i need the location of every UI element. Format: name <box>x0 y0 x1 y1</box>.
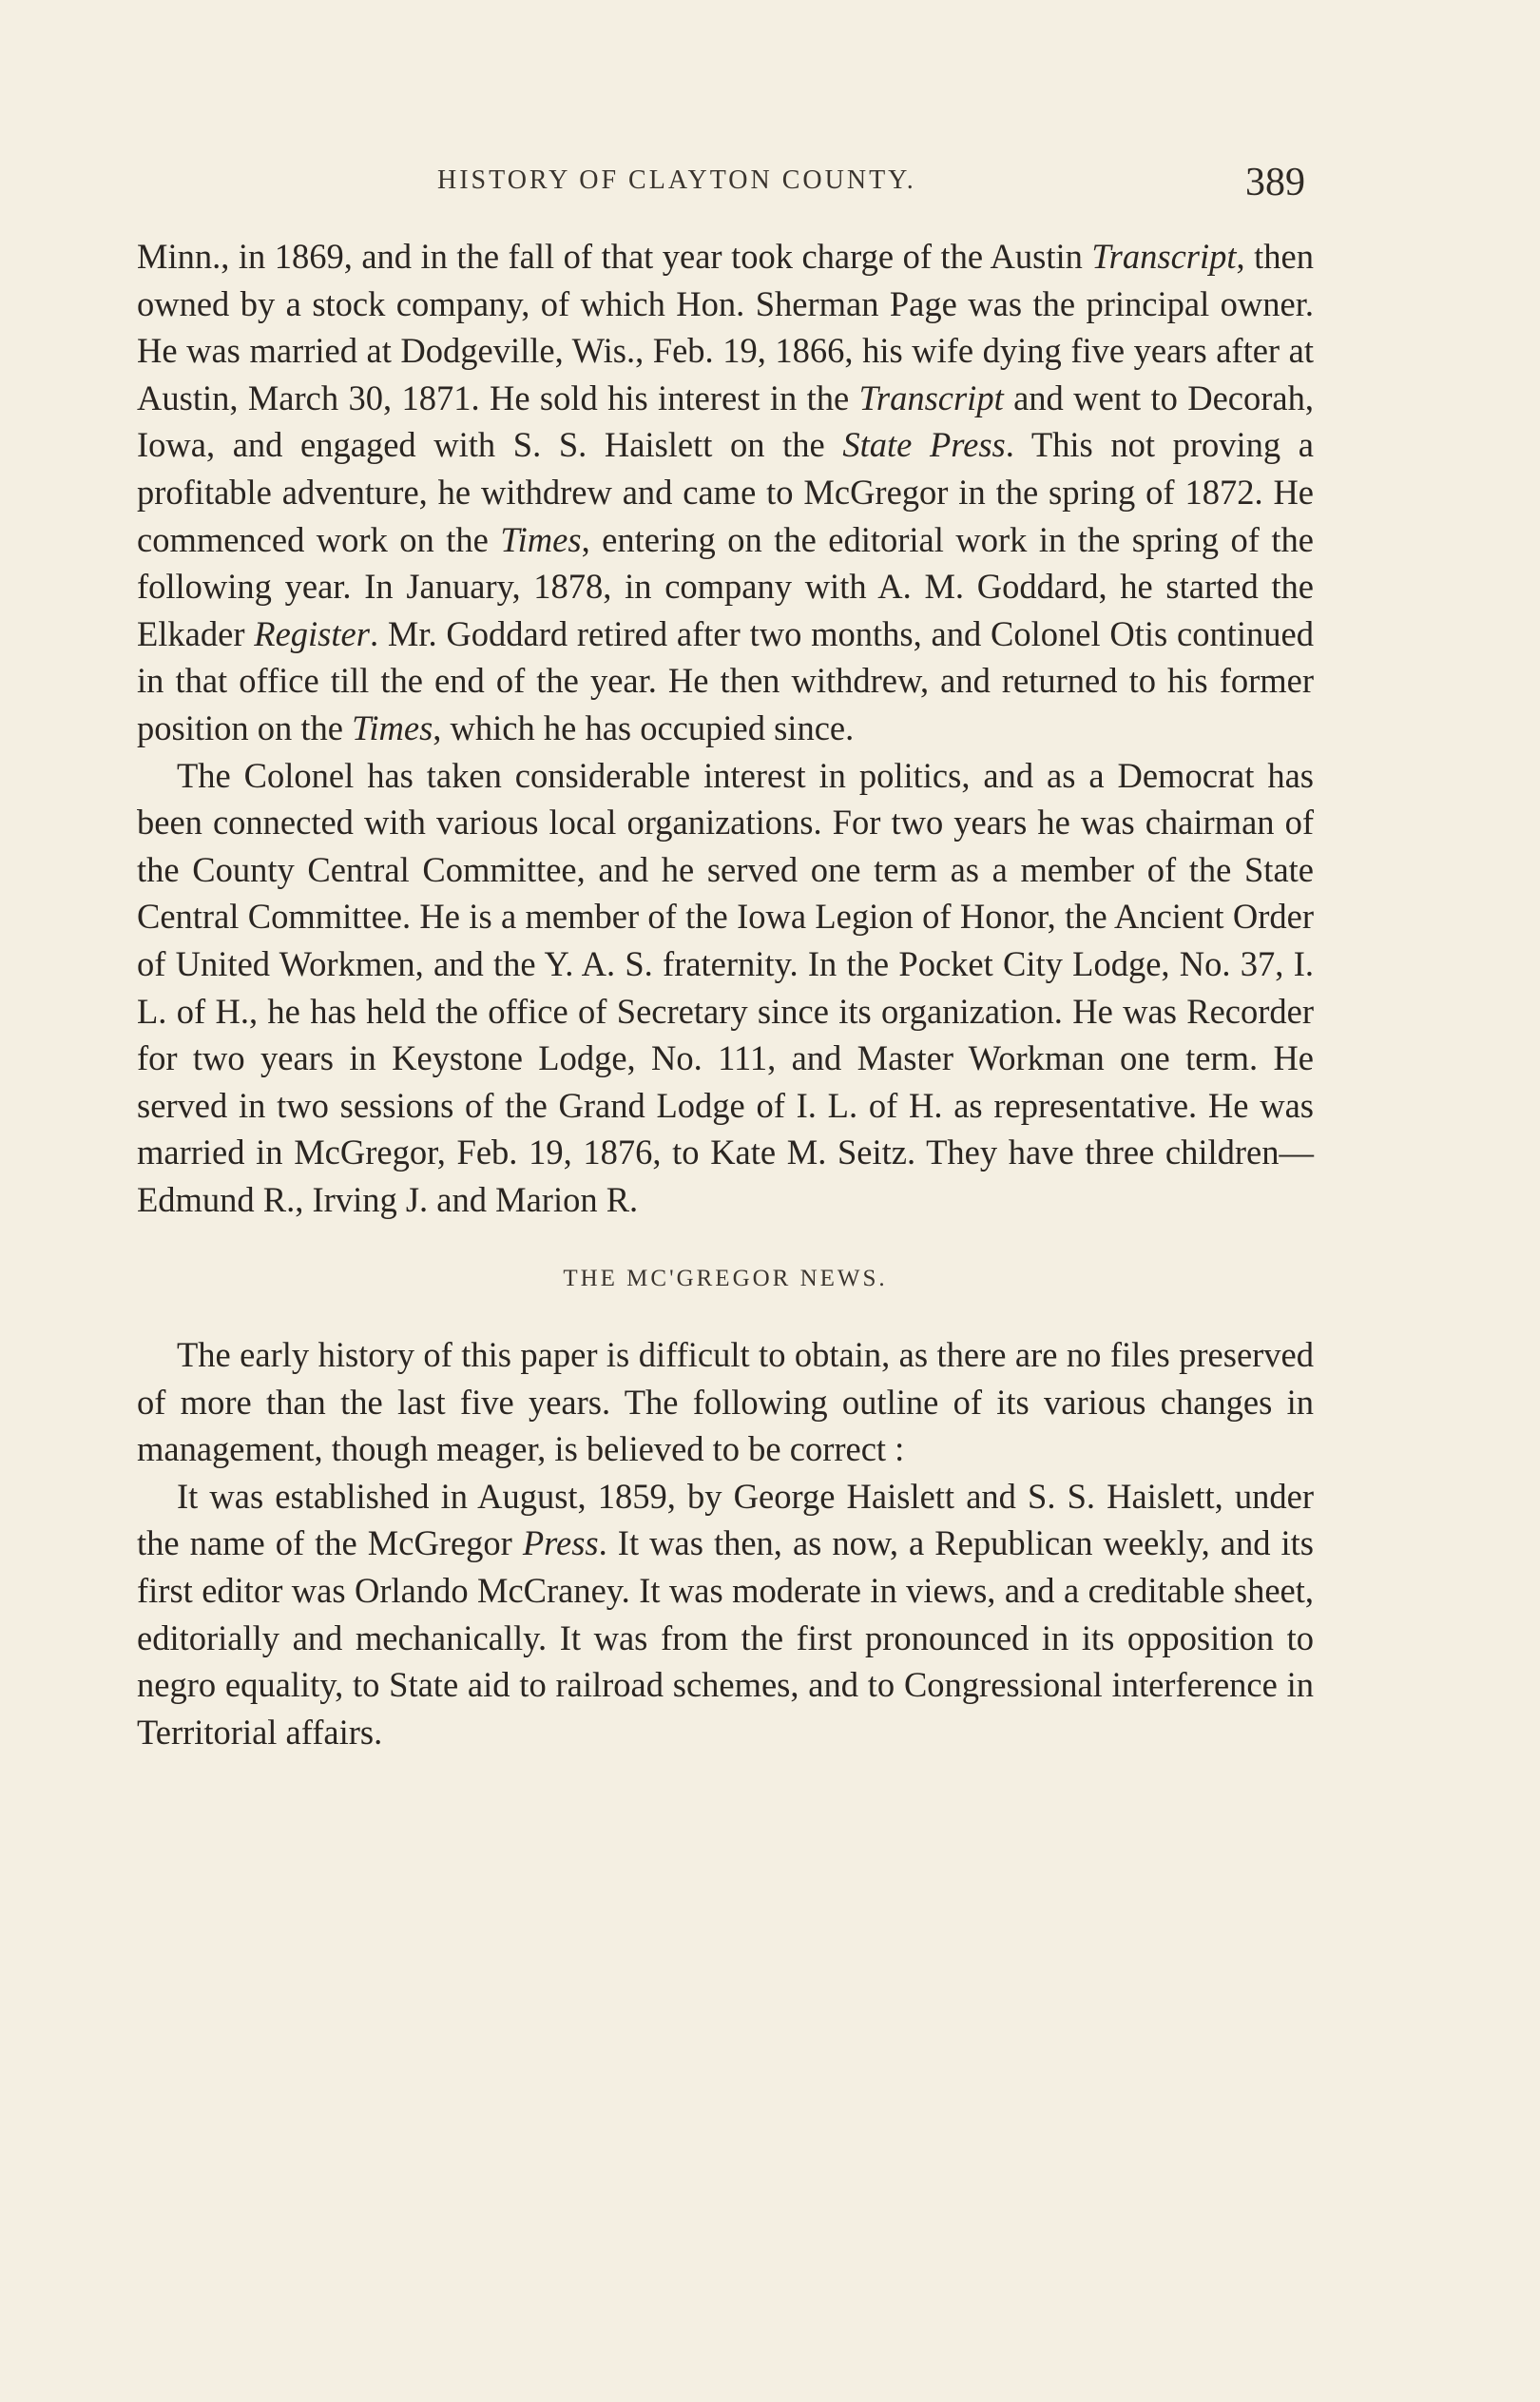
text-run: , which he has occupied since. <box>433 707 855 747</box>
paragraph-continued <box>137 233 1314 752</box>
italic-title: Register <box>254 613 370 653</box>
italic-title: Press <box>522 1523 599 1563</box>
section-heading: THE MC'GREGOR NEWS. <box>563 1266 888 1292</box>
text-run: . This not proving a profitable adventure, he withdrew and came to McGregor in the spring of 1872. He commenced work on the <box>137 425 1314 559</box>
page-number: 389 <box>1245 161 1305 204</box>
text-run: . Mr. Goddard retired after two months, and Colonel Otis continued in that office till the end of the year. He then withdrew, and returned to his former position on the <box>137 613 1314 747</box>
text-run: , then owned by a stock company, of which Hon. Sherman Page was the principal owner. He was married at Dodgeville, Wis., Feb. 19, 1866, his wife dying five years after at Austin, March 30, 1871. He sold his interest in the <box>137 237 1314 417</box>
text-run: It was established in August, 1859, by George Haislett and S. S. Haislett, under the name of the McGregor <box>137 1476 1314 1563</box>
running-head <box>0 160 1540 207</box>
italic-title: State Press <box>842 425 1006 465</box>
paragraph: The Colonel has taken considerable interest in politics, and as a Democrat has been connected with various local organizations. For two years he was chairman of the County Central Committee, and he served one term as a member of the State Central Committee. He is a member of the Iowa Legion of Honor, the Ancient Order of United Workmen, and the Y. A. S. fraternity. In the Pocket City Lodge, No. 37, I. L. of H., he has held the office of Secretary since its organization. He was Recorder for two years in Keystone Lodge, No. 111, and Master Workman one term. He served in two sessions of the Grand Lodge of I. L. of H. as representative. He was married in McGregor, Feb. 19, 1876, to Kate M. Seitz. They have three children—Edmund R., Irving J. and Marion R. <box>137 755 1314 1219</box>
text-run: and went to Decorah, Iowa, and engaged with S. S. Haislett on the <box>137 378 1314 465</box>
text-run: Minn., in 1869, and in the fall of that year took charge of the Austin <box>137 237 1092 276</box>
italic-title: Times <box>352 707 433 747</box>
text-run: . It was then, as now, a Republican weekly, and its first editor was Orlando McCraney. It was moderate in views, and a creditable sheet, editorially and mechanically. It was from the first pronounced in its opposition to negro equality, to State aid to railroad schemes, and to Congressional interference in Territorial affairs. <box>137 1523 1314 1752</box>
paragraph: The early history of this paper is difficult to obtain, as there are no files preserved of more than the last five years. The following outline of its various changes in management, though meager, is believed to be correct : <box>137 1335 1314 1469</box>
italic-title: Times <box>500 519 582 559</box>
paragraph <box>137 1473 1314 1756</box>
text-run: , entering on the editorial work in the spring of the following year. In January, 1878, in company with A. M. Goddard, he started the Elkader <box>137 519 1314 653</box>
body-text <box>137 233 1314 1755</box>
running-title: HISTORY OF CLAYTON COUNTY. <box>437 165 916 195</box>
italic-title: Transcript <box>858 378 1004 417</box>
italic-title: Transcript <box>1091 237 1237 276</box>
